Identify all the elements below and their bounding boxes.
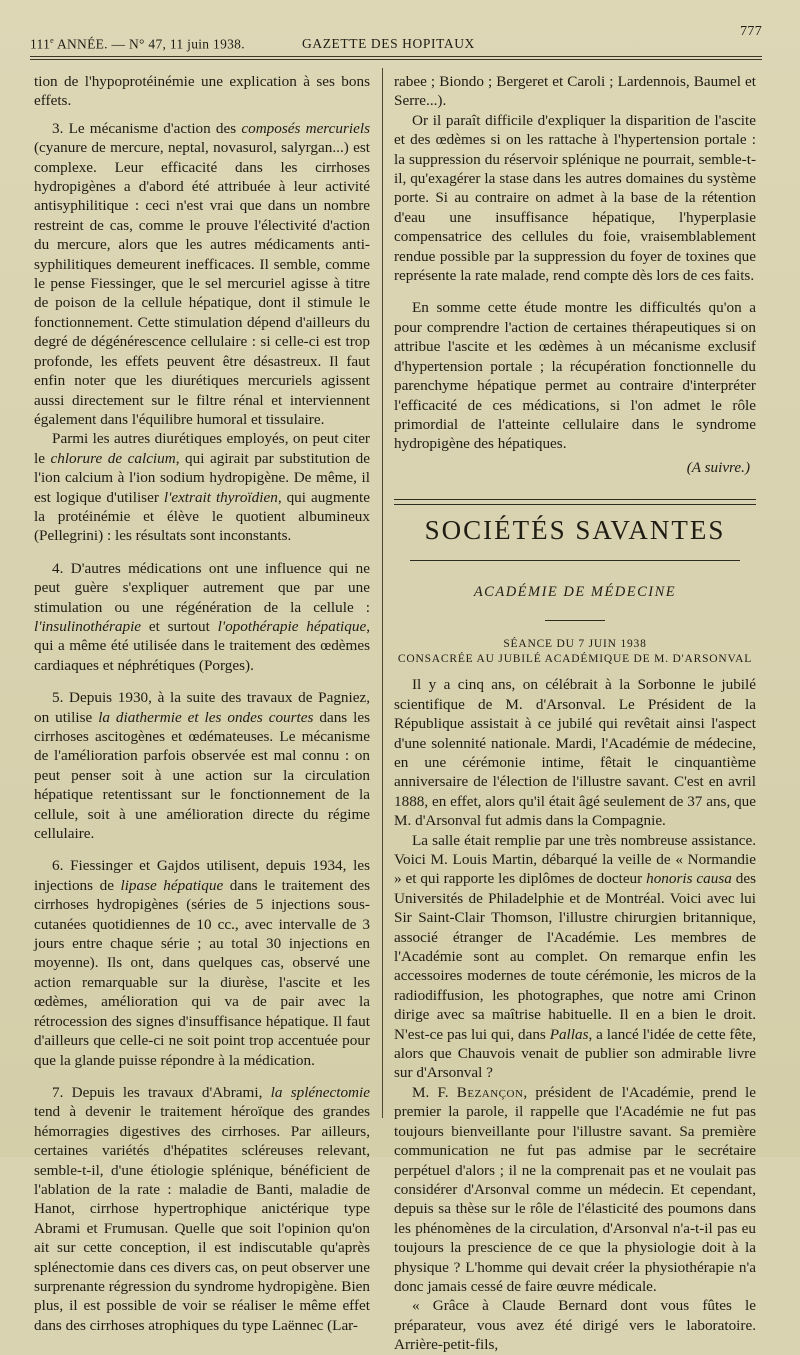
volume-number: 111 [30,36,51,52]
paragraph [394,831,756,1083]
page-number: 777 [740,24,762,39]
section-rule [394,499,756,505]
italic-term: honoris causa [646,870,732,888]
paragraph-continuation: tion de l'hypoprotéinémie une explication à ses bons effets. [34,73,370,110]
italic-term: lipase hépatique [120,876,224,894]
paragraph-continuation: rabee ; Biondo ; Bergeret et Caroli ; Lardennois, Baumel et Serre...). [394,73,756,110]
title-ornament [394,551,756,570]
text-run: 4. D'autres médications ont une influence qui ne peut guère s'expliquer autrement que par une stimulation ou une régénération de la cellule : [34,559,370,616]
issue-date: ANNÉE. — N° 47, 11 juin 1938. [54,36,245,52]
paragraph-quote: « Grâce à Claude Bernard dont vous fûtes le préparateur, vous avez été dirigé vers le laboratoire. Arrière-petit-fils, [394,1297,756,1354]
volume-superscript: e [50,36,55,45]
issue-info [30,36,245,53]
page-header [30,24,762,54]
italic-term: l'insulinothérapie [34,617,142,635]
subsection-rule [394,612,756,631]
text-run: et surtout [141,617,218,635]
text-run: (cyanure de mercure, neptal, novasurol, salyrgan...) est complexe. Leur efficacité dans les cirrhoses hydropigènes a d'abord été attribuée à leur activité antisyphilitique : ceci n'est vrai que dans un nombre restreint de cas, comme le prouve l'électivité d'action du mercure, alors que les autres médicaments anti-syphilitiques demeurent inefficaces. Il semble, comme le pense Fiessinger, que le sel mercuriel agisse à titre de poison de la cellule hépatique, dont il stimule le fonctionnement. Cette stimulation dépend d'ailleurs du degré de dégénérescence cellulaire : si celle-ci est trop profonde, les effets peuvent être désastreux. Il faut enfin noter que les diurétiques mercuriels agissent aussi directement sur le filtre rénal et interviennent également dans l'équilibre humoral et tissulaire. [34,139,370,428]
text-run: , qui augmente la protéinémie et élève le quotient albumineux (Pellegrini) : les résultats sont inconstants. [34,488,370,545]
section-title: SOCIÉTÉS SAVANTES [424,515,726,546]
text-run: , qui a même été utilisée dans le traitement des œdèmes cardiaques et néphrétiques (Porges). [34,617,370,674]
italic-term: composés mercuriels [241,119,370,137]
session-subject: CONSACRÉE AU JUBILÉ ACADÉMIQUE DE M. D'ARSONVAL [397,653,753,666]
text-run: 3. Le mécanisme d'action des [52,119,242,137]
right-column [394,72,756,1355]
text-run: tend à devenir le traitement héroïque des grandes hémorragies digestives des cirrhoses. Par ailleurs, certaines variétés d'hépatites scléreuses relevant, semble-t-il, d'une étiologie splénique, bénéficient de l'ablation de la rate : maladie de Banti, maladie de Hanot, cirrhose hypertrophique anictérique type Abrami et Frumusan. Quelle que soit l'opinion qu'on ait sur cette conception, il est indiscutable qu'après splénectomie dans ces divers cas, on peut observer une surprenante régression du syndrome hydropigène. Bien plus, il est possible de voir se réaliser le même effet dans des cirrhoses atrophiques du type Laënnec (Lar- [34,1103,370,1334]
journal-title: GAZETTE DES HOPITAUX [302,36,475,51]
text-run: , qui agirait par substitution de l'ion calcium à l'ion sodium hydropigène. De même, il est logique d'utiliser [34,449,370,506]
text-run: 7. Depuis les travaux d'Abrami, [52,1083,271,1101]
to-be-continued: (A suivre.) [686,458,750,476]
paragraph-conclusion: En somme cette étude montre les difficultés qu'on a pour comprendre l'action de certaines thérapeutiques si on attribue l'ascite et les œdèmes à un mécanisme exclusif d'hypertension portale ; la récupération fonctionnelle du parenchyme hépatique permet au contraire d'interpréter l'efficacité de ces médications, si l'on admet le rôle primordial de l'atteinte cellulaire dans le syndrome hydropigène des hépatiques. [394,299,756,453]
text-run: dans le traitement des cirrhoses hydropigènes (séries de 5 injections sous-cutanées quotidiennes de 10 cc., avec intervalle de 3 jours entre chaque série ; au total 30 injections en moyenne). Ils ont, dans quelques cas, observé une action remarquable sur la diurèse, l'ascite et les œdèmes, amélioration qui va de pair avec la rétrocession des signes d'insuffisance hépatique. Il faut d'ailleurs que celle-ci ne soit point trop accentuée pour que la glande puisse répondre à la médication. [34,876,370,1069]
short-rule [545,620,605,621]
italic-term: la splénectomie [270,1083,370,1101]
text-run: La salle était remplie par une très nombreuse assistance. Voici M. Louis Martin, débarqué la veille de « Normandie » et qui rapporte les diplômes de docteur [394,831,756,888]
paragraph-3 [34,119,370,430]
text-run: 6. Fiessinger et Gajdos utilisent, depuis 1934, les injections de [34,857,370,894]
subsection-title: ACADÉMIE DE MÉDECINE [473,583,677,600]
text-run: 5. Depuis 1930, à la suite des travaux de Pagniez, on utilise [34,689,370,726]
text-run: des Universités de Philadelphie et de Montréal. Voici avec lui Sir Saint-Clair Thomson, l'illustre chirurgien britannique, associé étranger de l'Académie. Les membres de l'Académie sont au complet. On remarque enfin les accessoires modernes de toute cérémonie, les micros de la radiodiffusion, les photographes, que notre ami Crinon dirige avec sa maîtrise habituelle. Il en a bien le droit. N'est-ce pas lui qui, dans [394,870,756,1043]
italic-term: l'opothérapie hépatique [217,617,367,635]
speaker-name: Bezançon [456,1083,524,1101]
session-date: SÉANCE DU 7 JUIN 1938 [503,638,647,651]
italic-term: l'extrait thyroïdien [163,488,278,506]
paragraph: Il y a cinq ans, on célébrait à la Sorbonne le jubilé scientifique de M. d'Arsonval. Le Président de la République assistait à ce jubilé qui revêtait ainsi l'aspect d'une solennité nationale. Mardi, l'Académie de médecine, en une cérémonie intime, fêtait le cinquantième anniversaire de l'élection de l'illustre savant. C'est en avril 1888, en effet, alors qu'il était âgé seulement de 37 ans, que M. d'Arsonval fut admis dans la Compagnie. [394,676,756,830]
text-run: Parmi les autres diurétiques employés, on peut citer le [34,430,370,467]
header-rule [30,56,762,57]
header-rule-second [30,59,762,60]
session-heading [394,637,756,667]
italic-term: la diathermie et les ondes courtes [98,708,314,726]
paragraph-6 [34,856,370,1069]
text-run: dans les cirrhoses ascitogènes et œdémateuses. Le mécanisme de l'amélioration parfois observée est mal connu : on peut penser soit à une action sur la circulation hépatique retentissant sur le fonctionnement de la cellule, soit à une amélioration directe du régime cellulaire. [34,708,371,843]
text-run: M. F. [412,1083,457,1101]
paragraph: Or il paraît difficile d'expliquer la disparition de l'ascite et des œdèmes si on les rattache à l'hypertension portale : la suppression du réservoir splénique ne pourrait, semble-t-il, qu'exagérer la stase dans les autres domaines du système porte. Si au contraire on admet à la base de la rétention d'eau une insuffisance hépatique, l'hyperplasie compensatrice des cellules du foie, vraisemblablement rendue possible par la suppression du foyer de toxines que représente la rate malade, rend compte dès lors de ces faits. [394,111,756,285]
italic-term: chlorure de calcium [50,449,176,467]
paragraph-7 [34,1083,370,1335]
column-divider [382,68,383,1118]
left-column [34,72,370,1335]
paragraph [394,1083,756,1296]
paragraph-3-continued [34,429,370,545]
italic-term: Pallas [549,1025,589,1043]
paragraph-4 [34,559,370,675]
paragraph-5 [34,688,370,843]
ornament-line [410,560,740,561]
text-run: , a lancé l'idée de cette fête, alors que Chauvois venait de publier son admirable livre sur d'Arsonval ? [394,1025,756,1082]
text-run: , président de l'Académie, prend le premier la parole, il rappelle que l'Académie ne fut pas toujours bienveillante pour l'illustre savant. Sa première communication ne fut pas admise par le secrétaire perpétuel d'alors ; il ne la comprenait pas et ne voulait pas considérer d'Arsonval comme un médecin. Et cependant, depuis sa thèse sur le rôle de l'élasticité des poumons dans les phénomènes de la circulation, d'Arsonval n'a-t-il pas eu toujours la prescience de ce que la physiologie doit à la physique ? L'homme qui devait créer la physiothérapie n'a donc jamais cessé de faire œuvre médicale. [394,1083,757,1295]
